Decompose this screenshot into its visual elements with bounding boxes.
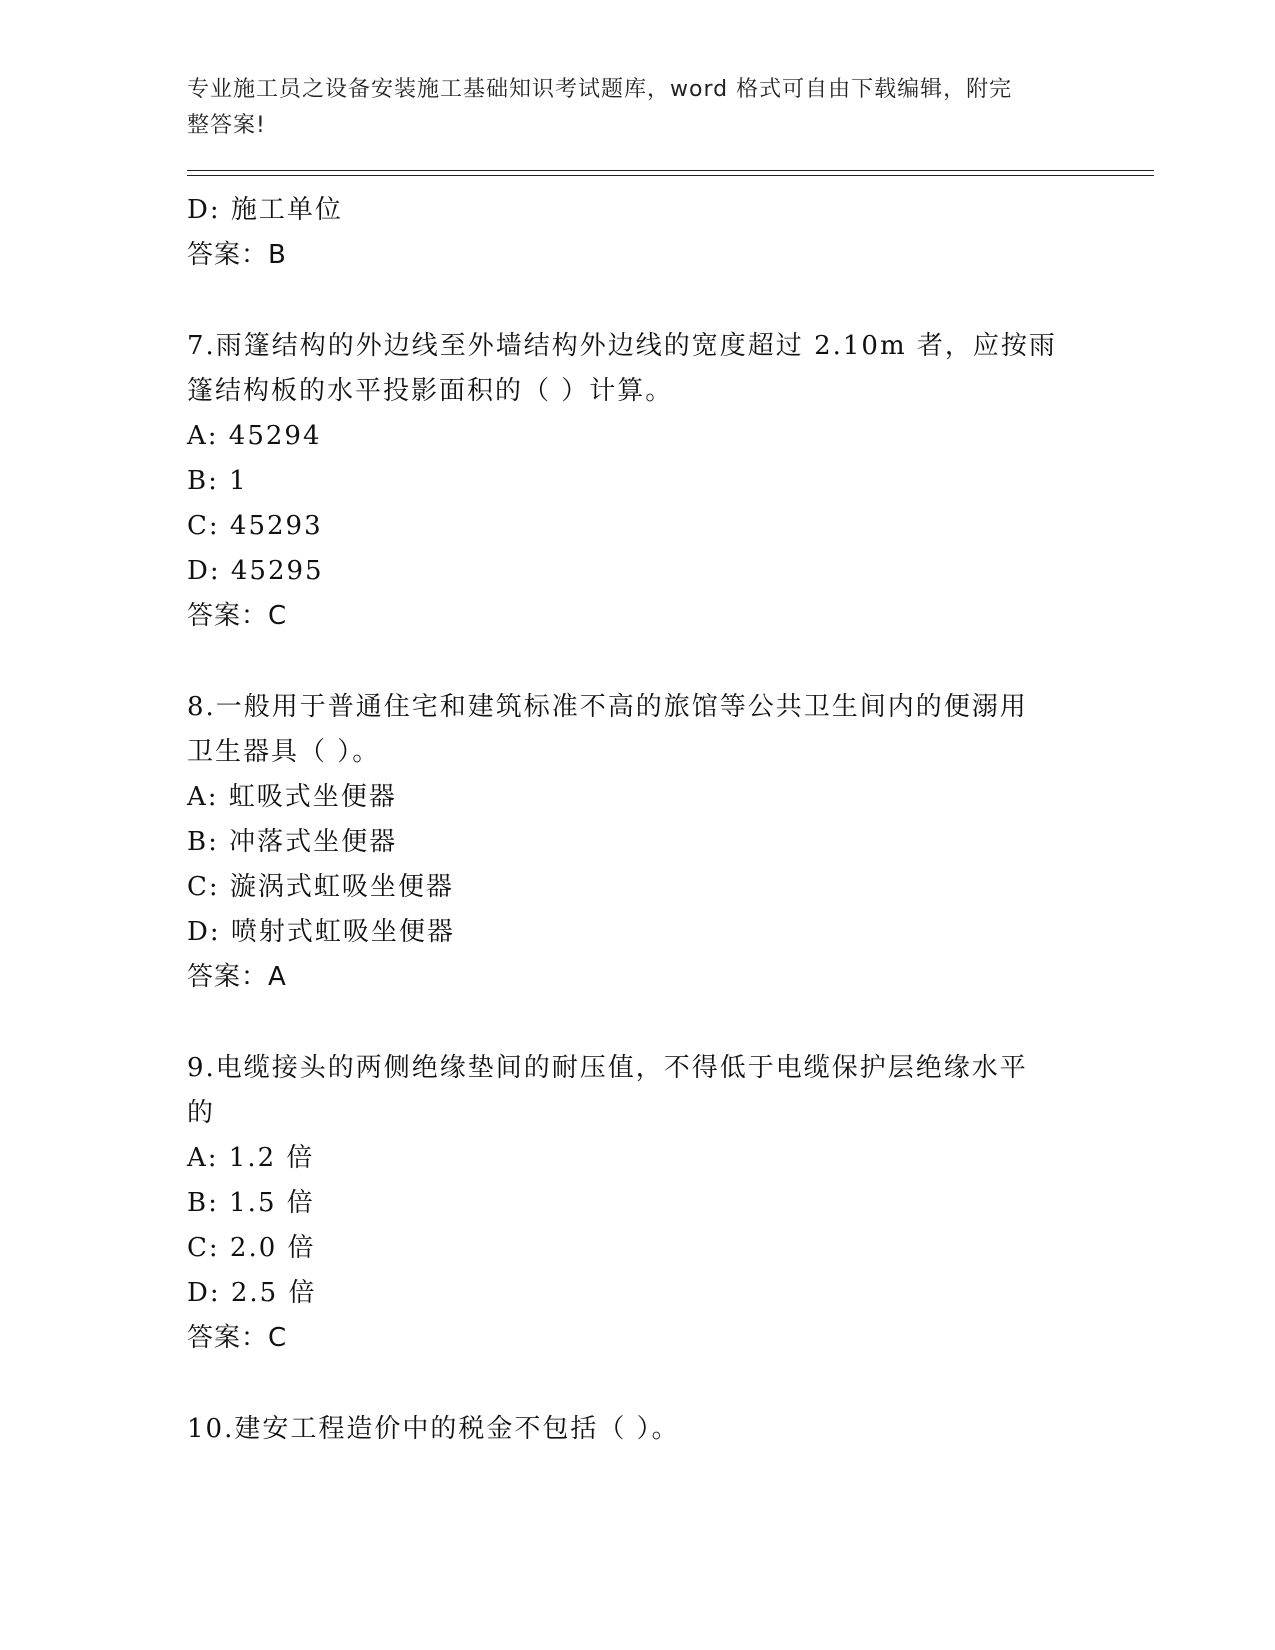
option-d: D: 喷射式虹吸坐便器: [187, 917, 455, 947]
question-10: [187, 1407, 1087, 1452]
answer-label: 答案：C: [187, 1323, 288, 1353]
page-header: [187, 72, 1067, 144]
question-stem: 9.电缆接头的两侧绝缘垫间的耐压值，不得低于电缆保护层绝缘水平: [187, 1053, 1028, 1083]
question-content: [187, 188, 1087, 1452]
question-stem: 10.建安工程造价中的税金不包括（ ）。: [187, 1414, 680, 1444]
question-stem: 篷结构板的水平投影面积的（ ）计算。: [187, 376, 674, 406]
option-c: C: 2.0 倍: [187, 1233, 316, 1263]
question-7: [187, 324, 1087, 639]
answer-label: 答案：B: [187, 240, 287, 270]
header-line-1: 专业施工员之设备安装施工基础知识考试题库，word 格式可自由下载编辑，附完: [187, 77, 1013, 102]
option-d: D: 45295: [187, 556, 324, 586]
option-a: A: 虹吸式坐便器: [187, 782, 397, 812]
header-rule-top: [187, 170, 1154, 171]
question-9: [187, 1046, 1087, 1361]
question-stem: 的: [187, 1098, 216, 1128]
question-6-tail: [187, 188, 1087, 278]
header-rule-bottom: [187, 175, 1154, 176]
spacer: [187, 1361, 1087, 1407]
question-stem: 卫生器具（ ）。: [187, 737, 381, 767]
question-stem: 7.雨篷结构的外边线至外墙结构外边线的宽度超过 2.10m 者，应按雨: [187, 331, 1057, 361]
option-a: A: 1.2 倍: [187, 1143, 315, 1173]
question-stem: 8.一般用于普通住宅和建筑标准不高的旅馆等公共卫生间内的便溺用: [187, 692, 1028, 722]
option-c: C: 45293: [187, 511, 323, 541]
option-c: C: 漩涡式虹吸坐便器: [187, 872, 454, 902]
answer-label: 答案：C: [187, 601, 288, 631]
option-d: D: 2.5 倍: [187, 1278, 317, 1308]
answer-label: 答案：A: [187, 962, 287, 992]
spacer: [187, 639, 1087, 685]
question-8: [187, 685, 1087, 1000]
option-b: B: 冲落式坐便器: [187, 827, 398, 857]
spacer: [187, 1000, 1087, 1046]
option-d: D: 施工单位: [187, 195, 343, 225]
option-b: B: 1.5 倍: [187, 1188, 315, 1218]
option-b: B: 1: [187, 466, 248, 496]
header-line-2: 整答案!: [187, 113, 266, 138]
option-a: A: 45294: [187, 421, 322, 451]
spacer: [187, 278, 1087, 324]
